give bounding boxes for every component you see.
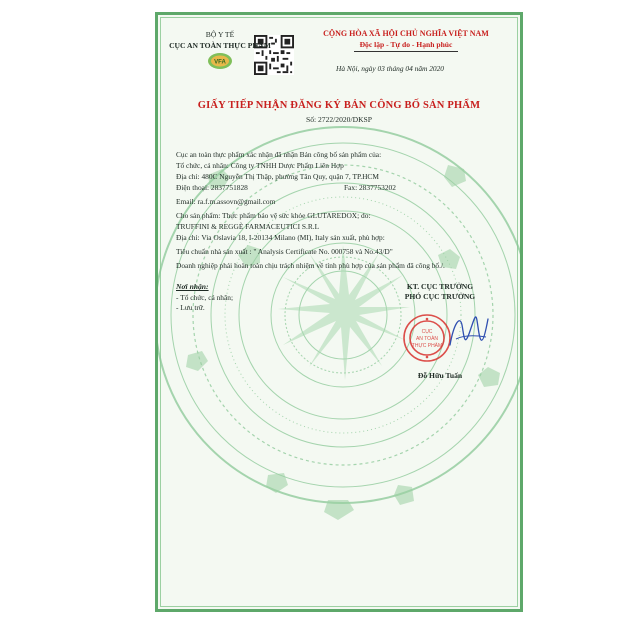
manufacturer-line: TRUFFINI & REGGÈ FARMACEUTICI S.R.L: [176, 222, 320, 231]
ministry-name: BỘ Y TẾ: [205, 30, 235, 39]
certificate-sheet: [155, 12, 523, 612]
country-name: CỘNG HÒA XÃ HỘI CHỦ NGHĨA VIỆT NAM: [323, 29, 489, 38]
email-line: Email: ra.f.m.assovn@gmail.com: [176, 197, 276, 206]
manufacturer-address-line: Địa chỉ: Via Oslavia 18, I-20134 Milano (MI), Italy sản xuất, phù hợp:: [176, 233, 385, 242]
product-line: Cho sản phẩm: Thực phẩm bảo vệ sức khỏe GLUTAREDOX; do:: [176, 211, 371, 220]
motto-underline: [354, 51, 458, 52]
issuer-header: [164, 30, 276, 75]
svg-text:VFA: VFA: [214, 59, 226, 66]
handwritten-signature: [444, 309, 494, 357]
standard-line: Tiêu chuẩn nhà sản xuất : " Analysis Certificate No. 000758 và No.43/D": [176, 247, 393, 256]
responsibility-line: Doanh nghiệp phải hoàn toàn chịu trách nhiệm về tính phù hợp của sản phẩm đã công bố./.: [176, 261, 445, 270]
recipient-item: - Tổ chức, cá nhân;: [176, 293, 234, 302]
signature-title-2: PHÓ CỤC TRƯỞNG: [404, 292, 476, 301]
recipient-item: - Lưu trữ.: [176, 303, 205, 312]
place-date: Hà Nội, ngày 03 tháng 04 năm 2020: [336, 64, 444, 73]
fax-line: Fax: 2837753202: [344, 183, 396, 192]
svg-text:CỤC: CỤC: [421, 329, 433, 335]
svg-text:AN TOÀN: AN TOÀN: [415, 336, 439, 342]
svg-text:THỰC PHẨM: THỰC PHẨM: [411, 343, 443, 349]
vfa-logo-icon: [207, 52, 233, 70]
document-number: Số: 2722/2020/DKSP: [305, 115, 373, 124]
address-line: Địa chỉ: 480C Nguyễn Thị Thập, phường Tân Quy, quận 7, TP.HCM: [176, 172, 379, 181]
national-header: [288, 29, 523, 52]
signer-name: Đỗ Hữu Tuấn: [417, 371, 463, 380]
phone-line: Điện thoại: 2837751828: [176, 183, 248, 192]
signature-title-1: KT. CỤC TRƯỞNG: [406, 282, 474, 291]
document-title: GIẤY TIẾP NHẬN ĐĂNG KÝ BẢN CÔNG BỐ SẢN PHẨM: [197, 100, 481, 111]
department-name: CỤC AN TOÀN THỰC PHẨM: [169, 41, 271, 50]
national-motto: Độc lập - Tự do - Hạnh phúc: [359, 40, 453, 49]
organization-line: Tổ chức, cá nhân: Công ty TNHH Dược Phẩm Liên Hợp: [176, 161, 344, 170]
intro-line: Cục an toàn thực phẩm xác nhận đã nhận Bản công bố sản phẩm của:: [176, 150, 382, 159]
recipients-heading: Nơi nhận:: [176, 282, 209, 291]
